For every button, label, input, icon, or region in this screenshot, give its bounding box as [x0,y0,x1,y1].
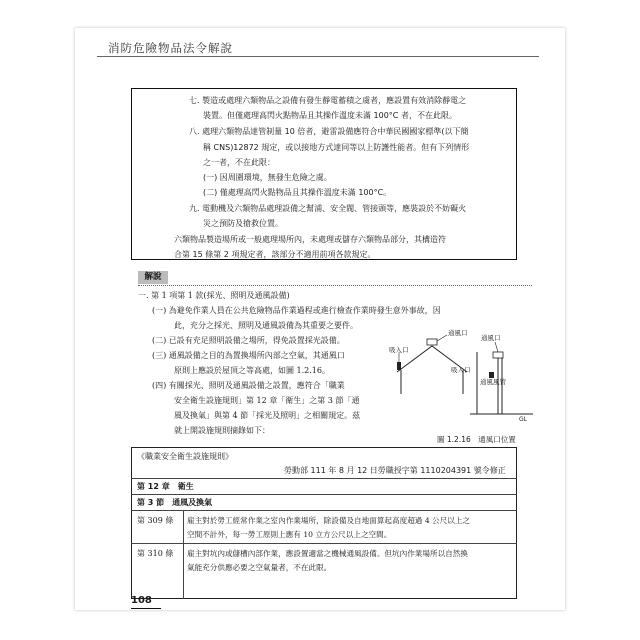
header-rule [97,56,539,57]
reg-line: 災之預防及搶救位置。 [203,219,283,228]
left-intake-icon [397,362,401,370]
reg-line: 合第 15 條第 2 項規定者，該部分不適用前項各款規定。 [174,250,376,259]
explain-item-1: 一. 第 1 項第 1 款(採光、照明及通風設備) [138,291,290,300]
explain-sub-3-cont: 原則上應設於屋頂之等高處，如圖 1.2.16。 [174,366,330,375]
section-label-explanation: 解說 [138,271,168,284]
reg-line: 六類物品製造場所或一般處理場所內，未處理或儲存六類物品部分，其構造符 [174,235,446,244]
ventilation-figure [385,322,535,432]
article-309-text: 空間不計外，每一勞工原則上應有 10 立方公尺以上之空間。 [187,530,392,539]
running-header-title: 消防危險物品法令解說 [108,41,233,55]
duct-cap-icon [493,352,503,358]
label-vent-right: 通風口 [481,334,501,342]
reg-line: 稱 CNS)12872 規定，或以接地方式達同等以上防護性能者。但有下列情形 [203,143,470,152]
reg-line: (一) 因周圍環境，無發生危險之虞。 [203,173,332,182]
label-gl: GL [519,416,527,423]
explain-sub-4-cont: 風及換氣」與第 4 節「採光及照明」之相關規定。茲 [174,411,361,420]
reg-line: 之一者，不在此限： [203,158,275,167]
excerpt-title: 《職業安全衛生設施規則》 [137,452,233,461]
roof-vent-icon [427,339,437,345]
label-vent-left: 通風口 [448,329,468,337]
explain-sub-1: (一) 為避免作業人員在公共危險物品作業過程或進行檢查作業時發生意外事故，因 [152,306,441,315]
article-310-text: 氣能充分供應必要之空氣量者，不在此限。 [187,563,332,572]
reg-line: (二) 僅處理高閃火點物品且其操作溫度未滿 100°C。 [203,188,392,197]
reg-line: 九. 電動機及六類物品處理設備之幫浦、安全閥、管接頭等，應裝設於不妨礙火 [189,204,467,213]
label-intake-left: 吸入口 [389,346,409,354]
reg-line: 七. 製造或處理六類物品之設備有發生靜電蓄積之虞者，應設置有效消除靜電之 [189,96,467,105]
page-number: 108 [131,595,152,606]
section-divider [138,285,532,286]
page-number-rule [131,608,161,609]
label-duct: 通風風管 [480,378,506,386]
excerpt-section: 第 3 節 通風及換氣 [137,498,213,507]
excerpt-chapter: 第 12 章 衛生 [137,482,194,491]
explain-sub-4-cont: 就上開設施規則摘錄如下： [174,426,270,435]
explain-sub-2: (二) 已設有充足照明設備之場所，得免設置採光設備。 [152,336,345,345]
reg-line: 八. 處理六類物品達管制量 10 倍者，避雷設備應符合中華民國國家標準(以下簡 [189,127,469,136]
explain-sub-3: (三) 通風設備之目的為置換場所內部之空氣，其通風口 [152,351,345,360]
figure-caption: 圖 1.2.16 通風口位置 [437,435,516,444]
article-310-text: 雇主對坑內或儲槽內部作業，應設置適當之機械通風設備。但坑內作業場所以自然換 [187,549,468,558]
label-intake-right: 吸入口 [451,366,471,374]
article-310-number: 第 310 條 [137,549,174,558]
explain-sub-4: (四) 有關採光、照明及通風設備之設置，應符合「職業 [152,381,345,390]
article-309-number: 第 309 條 [137,516,174,525]
excerpt-amend-note: 勞動部 111 年 8 月 12 日勞職授字第 1110204391 號令修正 [284,466,506,475]
article-309-text: 雇主對於勞工經常作業之室內作業場所，除設備及自地面算起高度超過 4 公尺以上之 [187,516,471,525]
explain-sub-4-cont: 安全衛生設施規則」第 12 章「衛生」之第 3 節「通 [174,396,360,405]
explain-sub-1-cont: 此，充分之採光、照明及通風設備為其重要之要件。 [174,321,358,330]
reg-line: 裝置。但僅處理高閃火點物品且其操作溫度未滿 100°C 者，不在此限。 [203,111,457,120]
